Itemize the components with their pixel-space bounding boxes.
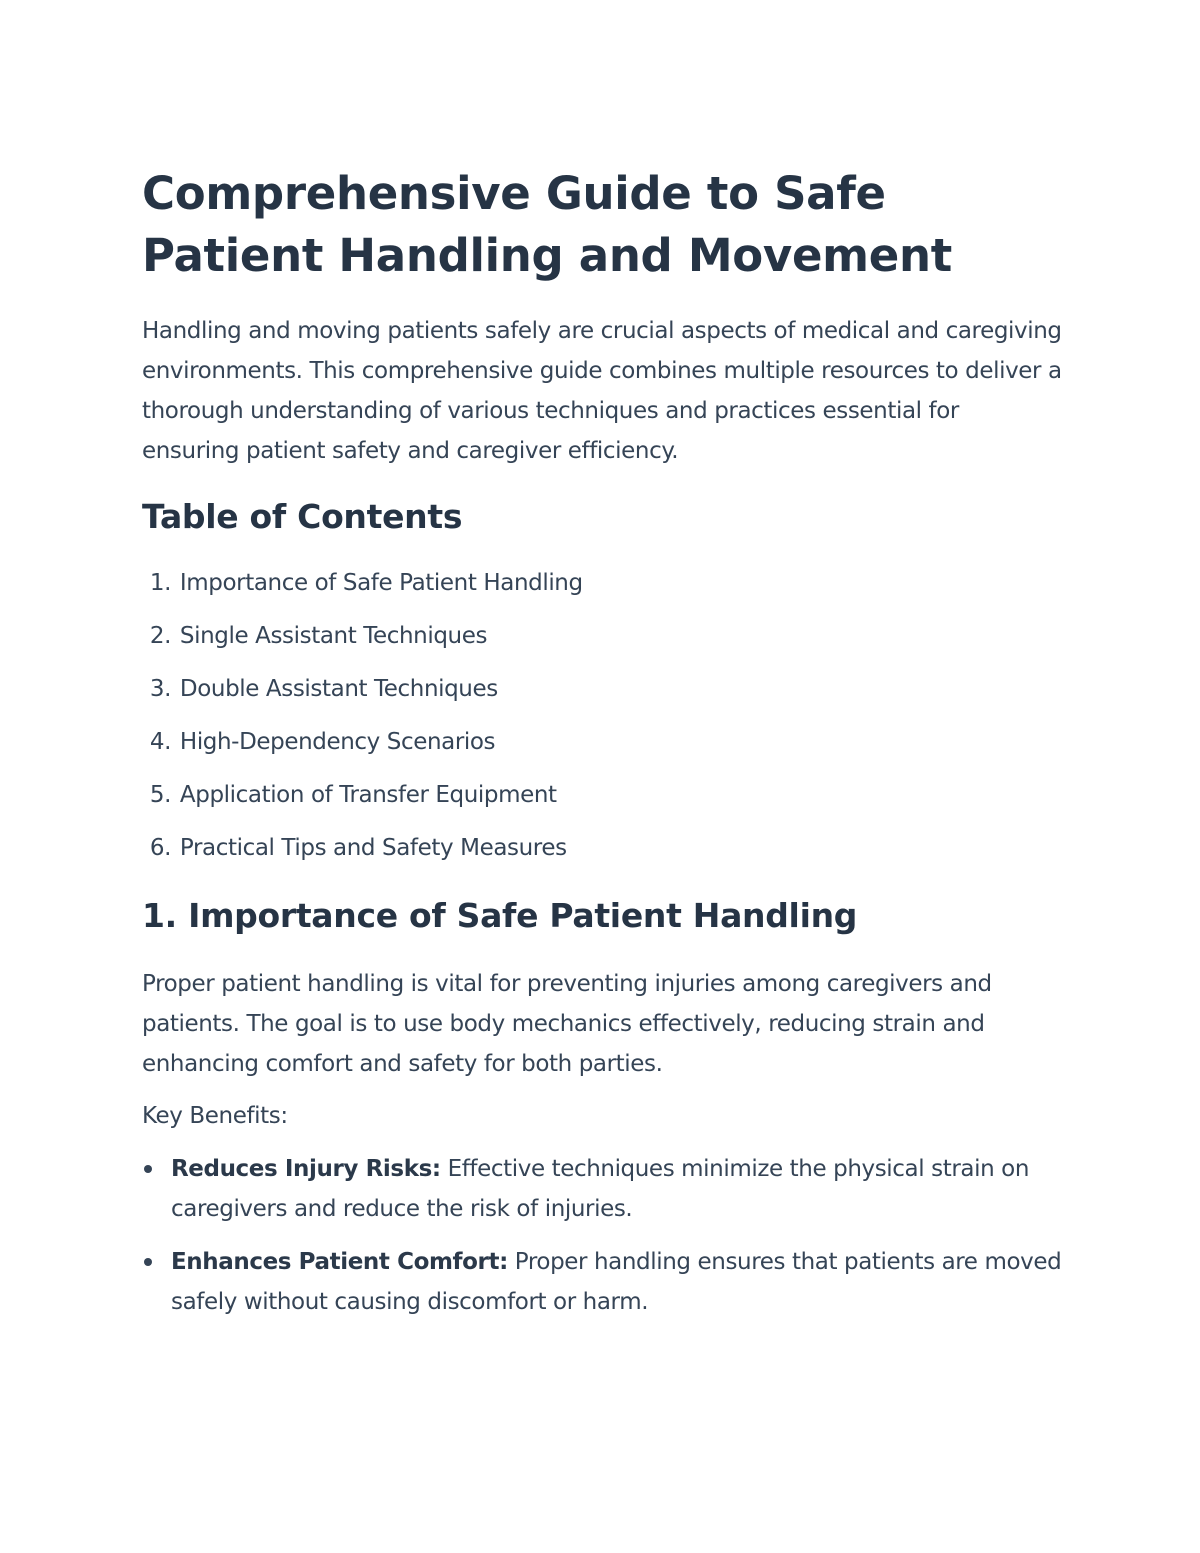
section-paragraph: Proper patient handling is vital for preventing injuries among caregivers and patients. The goal is to use body mechanics effectively, reducing strain and enhancing comfort and safety for both parties. (142, 971, 992, 1077)
section-heading-importance: 1. Importance of Safe Patient Handling (142, 896, 858, 935)
bullet-icon (144, 1258, 152, 1266)
table-of-contents (142, 563, 1042, 881)
toc-item[interactable] (142, 616, 1042, 669)
key-benefits-label: Key Benefits: (142, 1103, 288, 1129)
list-item (142, 1242, 1062, 1322)
toc-item-label: High-Dependency Scenarios (179, 729, 496, 755)
page-title: Comprehensive Guide to Safe Patient Handling and Movement (142, 167, 952, 282)
toc-item-label: Application of Transfer Equipment (179, 782, 557, 808)
benefits-list (142, 1149, 1062, 1335)
toc-item[interactable] (142, 722, 1042, 775)
toc-item[interactable] (142, 669, 1042, 722)
toc-item-number: 5. (149, 782, 171, 808)
bullet-icon (144, 1165, 152, 1173)
list-item (142, 1149, 1062, 1229)
toc-item-number: 2. (149, 623, 171, 649)
intro-paragraph: Handling and moving patients safely are crucial aspects of medical and caregiving environments. This comprehensive guide combines multiple resources to deliver a thorough understanding of various techniques and practices essential for ensuring patient safety and caregiver efficiency. (142, 318, 1062, 464)
toc-item-number: 1. (149, 570, 171, 596)
toc-heading: Table of Contents (142, 497, 463, 536)
toc-item-label: Practical Tips and Safety Measures (179, 835, 567, 861)
toc-item-label: Double Assistant Techniques (179, 676, 498, 702)
toc-item-number: 4. (149, 729, 171, 755)
benefit-description: Effective techniques minimize the physical strain on caregivers and reduce the risk of injuries. (171, 1156, 1030, 1222)
benefit-description: Proper handling ensures that patients are moved safely without causing discomfort or harm. (171, 1249, 1062, 1315)
toc-item[interactable] (142, 775, 1042, 828)
toc-item-label: Importance of Safe Patient Handling (179, 570, 583, 596)
toc-item-number: 6. (149, 835, 171, 861)
toc-item-label: Single Assistant Techniques (179, 623, 488, 649)
benefit-term: Reduces Injury Risks: (171, 1156, 441, 1182)
toc-item-number: 3. (149, 676, 171, 702)
benefit-term: Enhances Patient Comfort: (171, 1249, 508, 1275)
toc-item[interactable] (142, 563, 1042, 616)
toc-item[interactable] (142, 828, 1042, 881)
